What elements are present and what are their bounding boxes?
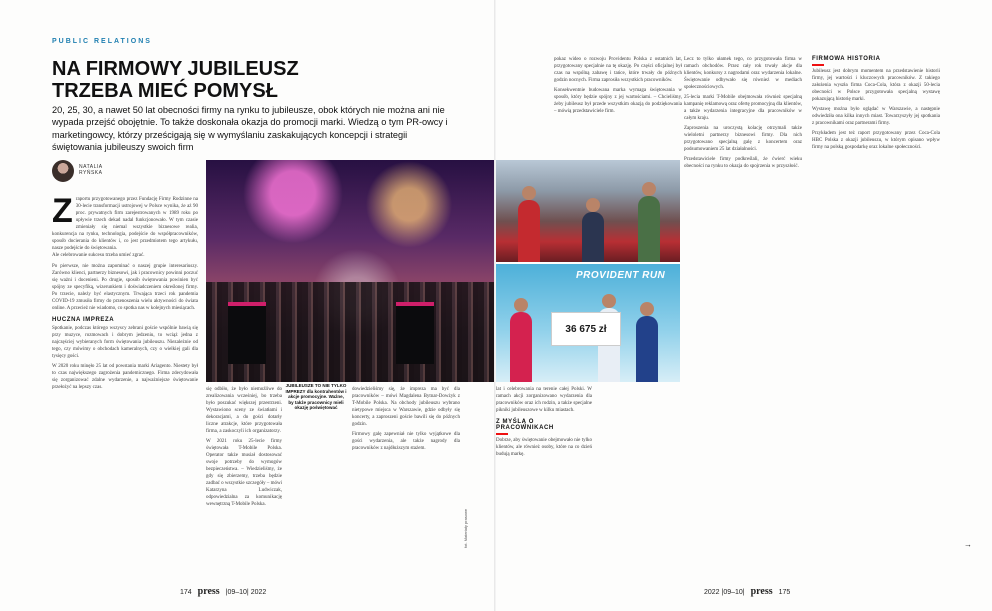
headline-line-1: NA FIRMOWY JUBILEUSZ bbox=[52, 58, 299, 80]
body-paragraph-1: raportu przygotowanego przez Fundację Firmy Rodzinne na 30-lecie transformacji ustrojowej w Polsce wynika, że aż 90 proc. prywatnych firm zarejestrowanych w 1989 roku po upływie trzech dekad nadal funkcjonowało. W tym czasie zmieniały się niemal wszystkie biznesowe realia, konkurencja na rynku, technologia, podejście do współpracowników, sposób docierania do klientów i, co jest przedmiotem tego artykułu, nasze podejście do świętowania. bbox=[52, 197, 198, 251]
magazine-brand: press bbox=[197, 586, 220, 597]
right-page bbox=[496, 0, 992, 611]
author-first-name: NATALIA bbox=[79, 164, 103, 170]
author-name bbox=[79, 164, 139, 176]
left-column-3 bbox=[352, 386, 460, 452]
body-paragraph-col2b: W 2021 roku 25-lecie firmy świętowała T-Mobile Polska. Operator także musiał dostosować swoje potrzeby do wymogów bezpieczeństwa. – Wiedzieliśmy, że gdy się zbierzemy, trzeba będzie zadbać o wszystkie szczegóły – mówi Katarzyna Ludwiczak, odpowiedzialna za komunikację wewnętrzną T-Mobile Polska. bbox=[206, 439, 282, 507]
left-footer bbox=[180, 586, 266, 597]
person-shape bbox=[638, 196, 660, 262]
jubilee-photo-cake bbox=[496, 160, 680, 262]
headline bbox=[52, 58, 299, 102]
body-paragraph-r3: Jubileusz jest dobrym momentem na przedstawienie historii firmy, jej wartości i kluczowych pracowników. Z takiego założenia wyszła firma Coca-Cola, która z okazji 50-lecia obecności w Polsce przygotowała specjalną wystawę pokazującą historię marki. bbox=[812, 69, 940, 102]
subhead-z-mysla-o-pracownikach: Z MYŚLĄ O PRACOWNIKACH bbox=[496, 419, 554, 431]
right-column-1 bbox=[554, 56, 682, 115]
body-paragraph-r1c: lat i celebrowania na terenie całej Polski. W ramach akcji zorganizowano wydarzenia dla pracowników oraz ich rodzin, a także specjalne pikniki jubileuszowe w kilku miastach. bbox=[496, 387, 592, 413]
author-last-name: RYŃSKA bbox=[79, 170, 103, 176]
subhead-rule bbox=[496, 433, 508, 435]
continue-arrow-icon: → bbox=[964, 540, 972, 549]
body-paragraph-3: Po pierwsze, nie można zapominać o naszej grupie interesariuszy. Zarówno klienci, partnerzy biznesowi, jak i pracownicy powinni poczuć się ważni i docenieni. Po drugie, sposób świętowania powinien być spójny ze specyfiką, wizerunkiem i doświadczeniem określonej firmy. Po trzecie, należy być elastycznym. Trwająca trzeci rok pandemia COVID-19 zmusiła firmy do przenoszenia wielu aktywności do świata online. A przecież nie wiadomo, co spotka nas w kolejnych miesiącach. bbox=[52, 264, 198, 311]
body-paragraph-r2d: Przedstawiciele firmy podkreślali, że ćwierć wieku obecności na rynku to okazja do spojrzenia w przyszłość. bbox=[684, 157, 802, 169]
right-footer bbox=[704, 586, 790, 597]
booth-shape bbox=[228, 302, 266, 364]
subhead-huczna-impreza: HUCZNA IMPREZA bbox=[52, 317, 115, 323]
body-paragraph-r1: pokaz wideo o rozwoju Providentu Polska z ostatnich lat, przygotowany specjalnie na tę okazję. Po części oficjalnej był czas na wspólną zabawę i tańce, które trwały do późnych godzin nocnych. Firma zaprosiła wszystkich pracowników. bbox=[554, 57, 682, 83]
subhead-firmowa-historia: FIRMOWA HISTORIA bbox=[812, 56, 881, 62]
person-shape bbox=[636, 316, 658, 382]
person-shape bbox=[518, 200, 540, 262]
magazine-brand: press bbox=[750, 586, 773, 597]
booth-shape bbox=[396, 302, 434, 364]
photo-caption: JUBILEUSZE TO NIE TYLKO IMPREZY dla kontrahentów i akcje promocyjne. Ważne, by także pracownicy mieli okazję poświętować bbox=[285, 383, 347, 411]
body-paragraph bbox=[52, 192, 198, 252]
issue-number: |09–10| 2022 bbox=[225, 589, 267, 596]
body-paragraph-r2c: Zaproszenia na uroczystą kolację otrzymali także wieloletni partnerzy biznesowi firmy. Dla nich przygotowano specjalną galę z koncertem oraz podsumowaniem 25 lat działalności. bbox=[684, 126, 802, 152]
body-paragraph-col3b: Firmowy galę zapewniał nie tylko wyjątkowe dla gości wydarzenia, ale także nagrody dla pracowników z najdłuższym stażem. bbox=[352, 432, 460, 451]
body-paragraph-r2b: 25-lecia marki T-Mobile obejmowała również specjalną kampanię reklamową oraz ofertę promocyjną dla klientów, a także wydarzenia integracyjne dla pracowników w całym kraju. bbox=[684, 95, 802, 121]
body-paragraph-r3b: Wystawę można było oglądać w Warszawie, a następnie odwiedziła ona kilka innych miast. Towarzyszyły jej spotkania z pracownikami oraz partnerami firmy. bbox=[812, 107, 940, 126]
headline-line-2: TRZEBA MIEĆ POMYSŁ bbox=[52, 80, 278, 102]
body-paragraph-col3: dowiedzieliśmy się, że impreza ma być dla pracowników – mówi Magdalena Bytnar-Dowżyk z T-Mobile Polska. Na obchody jubileuszu wybrano nietypowe miejsca w Warszawie, gdzie odbyły się koncerty, a zaproszeni goście bawili się do późnych godzin. bbox=[352, 387, 460, 427]
event-photo-party bbox=[206, 160, 496, 382]
subhead-rule bbox=[812, 64, 824, 66]
page-number: 175 bbox=[778, 589, 791, 596]
person-shape bbox=[582, 212, 604, 262]
event-banner: PROVIDENT RUN bbox=[576, 270, 666, 281]
body-paragraph-r2: Lecz to tylko ułamek tego, co przygotowała firma w ramach obchodów. Przez cały rok trwały akcje dla klientów, konkursy z nagrodami oraz wydarzenia lokalne. Świętowanie odbywało się również w mediach społecznościowych. bbox=[684, 57, 802, 90]
body-paragraph-5: W 2020 roku minęło 25 lat od powstania marki Ariagento. Niestety był to czas największego zagrożenia pandemicznego. Firma zdecydowała się zorganizować zdalne wydarzenie, a najważniejsze świętowanie przełożyć na lepszy czas. bbox=[52, 364, 198, 390]
donation-cheque: 36 675 zł bbox=[551, 312, 621, 346]
right-column-3 bbox=[812, 56, 940, 151]
left-column-1 bbox=[52, 192, 198, 391]
page-number: 174 bbox=[180, 589, 192, 596]
lead-paragraph: 20, 25, 30, a nawet 50 lat obecności firmy na rynku to jubileusze, obok których nie można ani nie wypada przejść obojętnie. To także doskonała okazja do promocji marki. Wiedzą o tym PR-owcy i marketingowcy, którzy prześcigają się w wymyślaniu zaskakujących koncepcji i strategii świętowania jubileuszy swoich firm bbox=[52, 105, 448, 153]
charity-run-photo bbox=[496, 264, 680, 382]
photo-credit: fot. Materiały prasowe bbox=[463, 508, 468, 548]
body-paragraph-r3c: Przykładem jest też raport przygotowany przez Coca-Cola HBC Polska z okazji jubileuszu, w którym opisano wpływ firmy na polską gospodarkę oraz lokalne społeczności. bbox=[812, 131, 940, 150]
issue-number: 2022 |09–10| bbox=[704, 589, 745, 596]
body-paragraph-r1d: Dobrze, aby świętowanie obejmowało nie tylko klientów, ale również osoby, które na co dzień budują markę. bbox=[496, 438, 592, 457]
body-paragraph-col2: się odbiło, że było niemożliwe do zrealizowania wcześniej, bo trzeba było poszukać większej przestrzeni. Wystawiono sceny ze światłami i dekoracjami, a do gości dotarły liczne atrakcje, które przygotowała firma, a zaskoczyli ich organizatorzy. bbox=[206, 387, 282, 434]
left-column-2 bbox=[206, 386, 282, 508]
person-shape bbox=[510, 312, 532, 382]
right-column-2 bbox=[684, 56, 802, 170]
author-avatar bbox=[52, 160, 74, 182]
dropcap: Z bbox=[52, 192, 73, 230]
section-label: PUBLIC RELATIONS bbox=[52, 38, 152, 45]
body-paragraph-r1b: Konsekwentnie budowana marka wymaga świętowania w sposób, który będzie spójny z jej wartościami. – Chcieliśmy, żeby jubileusz był przede wszystkim okazją do podziękowania – mówią przedstawiciele firm. bbox=[554, 88, 682, 114]
body-paragraph-4: Spotkanie, podczas którego wszyscy zebrani goście wspólnie bawią się przy muzyce, rozmowach i dobrym jedzeniu, to wciąż jedna z najczęściej wybieranych form świętowania jubileuszu. Niezależnie od tego, czy mówimy o obchodach kameralnych, czy o wielkiej gali dla tysięcy gości. bbox=[52, 326, 198, 359]
right-column-1-lower bbox=[496, 386, 592, 458]
body-paragraph-2: Ale celebrowanie sukcesu trzeba umieć zgrać. bbox=[52, 253, 145, 258]
